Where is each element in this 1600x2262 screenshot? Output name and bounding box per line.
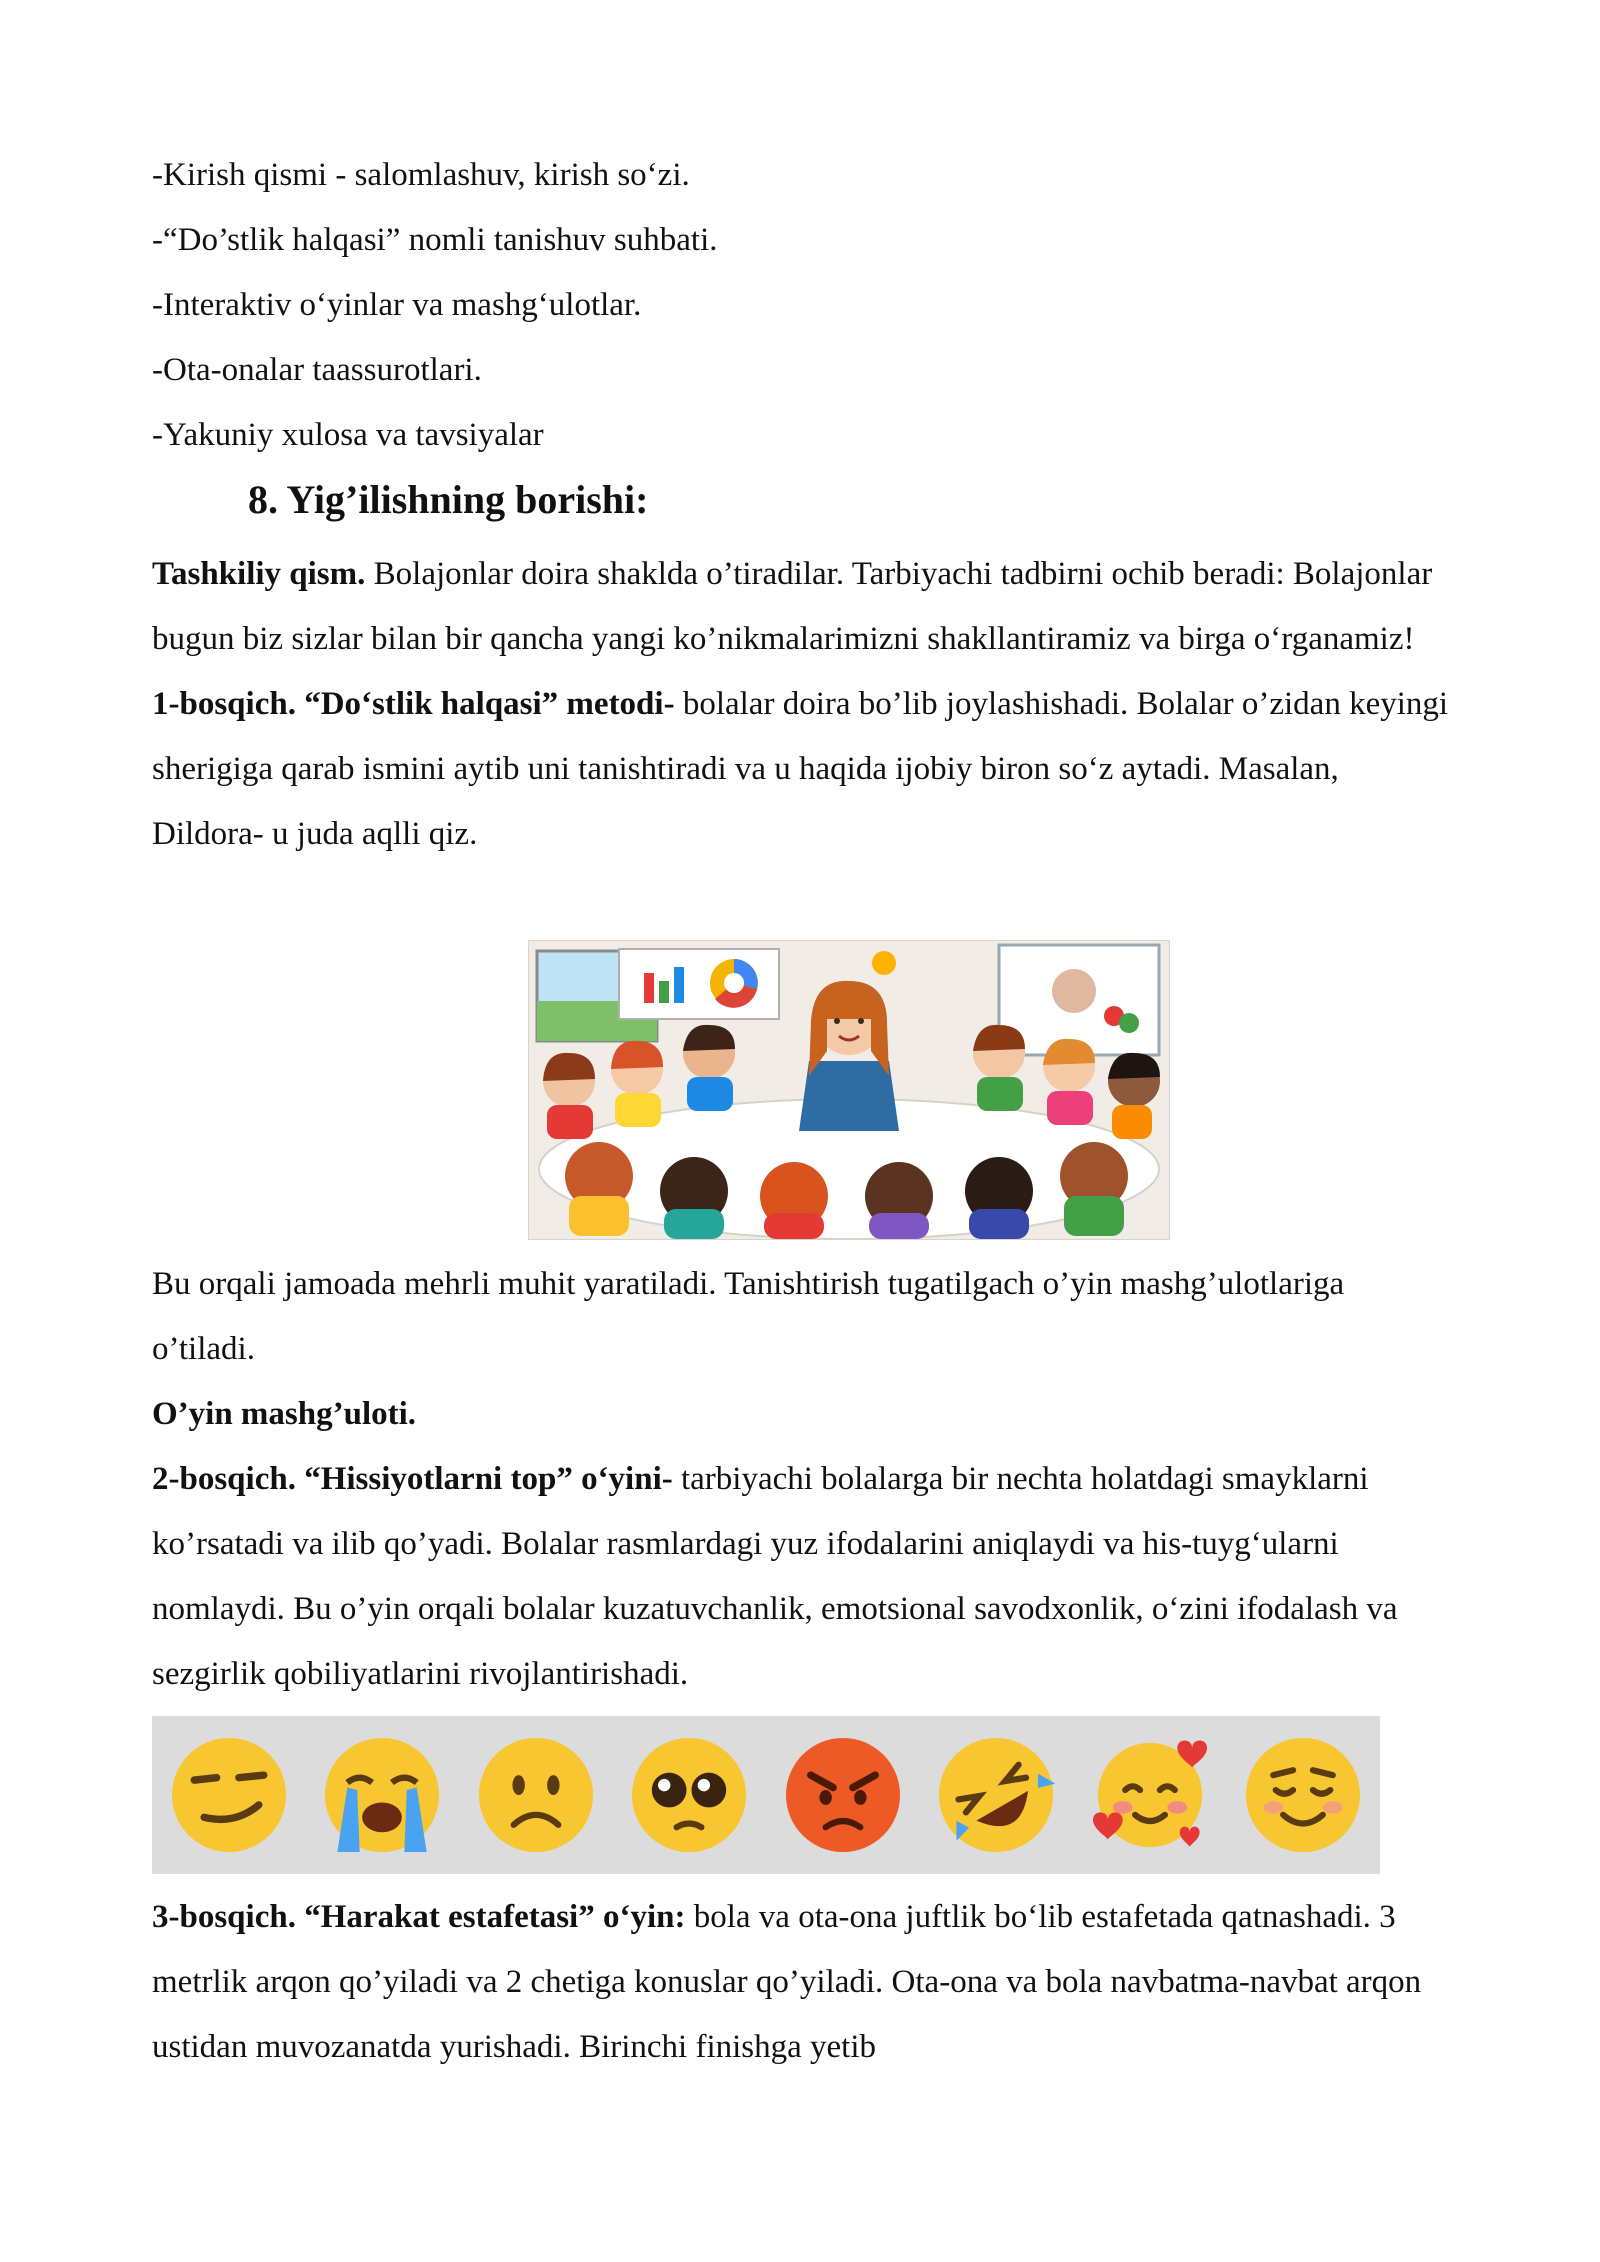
- agenda-item: -Interaktiv o‘yinlar va mashg‘ulotlar.: [152, 287, 642, 323]
- game-heading: [152, 1382, 1452, 1447]
- text-block-1: [152, 542, 1452, 867]
- text-block-2: [152, 1252, 1452, 1707]
- pleading-face-icon: [627, 1733, 751, 1857]
- stage3-label: 3-bosqich. “Harakat estafetasi” o‘yin:: [152, 1899, 686, 1935]
- stage1-paragraph: [152, 672, 1452, 867]
- organizational-text: Bolajonlar doira shaklda o’tiradilar. Tarbiyachi tadbirni ochib beradi: Bolajonlar bugun biz sizlar bilan bir qancha yangi ko’nikmalarimizni shakllantiramiz va birga o‘rganamiz!: [152, 556, 1433, 657]
- loudly-crying-face-icon: [320, 1733, 444, 1857]
- stage1-label: 1-bosqich. “Do‘stlik halqasi” metodi-: [152, 686, 675, 722]
- emotions-emoji-strip: [152, 1716, 1380, 1874]
- classroom-circle-drawing: [529, 941, 1169, 1239]
- text-block-3: [152, 1885, 1452, 2080]
- stage3-text: bola va ota-ona juftlik bo‘lib estafetada qatnashadi. 3 metrlik arqon qo’yiladi va 2 chetiga konuslar qo’yiladi. Ota-ona va bola navbatma-navbat arqon ustidan muvozanatda yurishadi. Birinchi finishga yetib: [152, 1899, 1422, 2065]
- classroom-circle-illustration: [528, 940, 1170, 1240]
- relieved-smiling-face-icon: [1241, 1733, 1365, 1857]
- smirking-face-icon: [167, 1733, 291, 1857]
- stage2-label: 2-bosqich. “Hissiyotlarni top” o‘yini-: [152, 1461, 673, 1497]
- organizational-paragraph: [152, 542, 1452, 672]
- agenda-item: -“Do’stlik halqasi” nomli tanishuv suhbati.: [152, 222, 718, 258]
- organizational-label: Tashkiliy qism.: [152, 556, 366, 592]
- stage2-text: tarbiyachi bolalarga bir nechta holatdagi smayklarni ko’rsatadi va ilib qo’yadi. Bolalar rasmlardagi yuz ifodalarini aniqlaydi va his-tuyg‘ularni nomlaydi. Bu o’yin orqali bolalar kuzatuvchanlik, emotsional savodxonlik, o‘zini ifodalash va sezgirlik qobiliyatlarini rivojlantirishadi.: [152, 1461, 1398, 1692]
- stage3-paragraph: [152, 1885, 1452, 2080]
- after-image-paragraph: Bu orqali jamoada mehrli muhit yaratiladi. Tanishtirish tugatilgach o’yin mashg’ulotlariga o’tiladi.: [152, 1266, 1345, 1367]
- rolling-laughing-face-icon: [934, 1733, 1058, 1857]
- meeting-agenda: [152, 143, 1452, 468]
- smiling-face-with-hearts-icon: [1088, 1733, 1212, 1857]
- angry-face-icon: [781, 1733, 905, 1857]
- frowning-face-icon: [474, 1733, 598, 1857]
- stage2-paragraph: [152, 1447, 1452, 1707]
- game-heading-label: O’yin mashg’uloti.: [152, 1396, 417, 1432]
- agenda-item: -Kirish qismi - salomlashuv, kirish so‘zi.: [152, 157, 690, 193]
- agenda-item: -Ota-onalar taassurotlari.: [152, 352, 482, 388]
- stage1-text: bolalar doira bo’lib joylashishadi. Bolalar o’zidan keyingi sherigiga qarab ismini aytib uni tanishtiradi va u haqida ijobiy biron so‘z aytadi. Masalan, Dildora- u juda aqlli qiz.: [152, 686, 1449, 852]
- agenda-item: -Yakuniy xulosa va tavsiyalar: [152, 417, 544, 453]
- section-heading: 8. Yig’ilishning borishi:: [248, 477, 649, 522]
